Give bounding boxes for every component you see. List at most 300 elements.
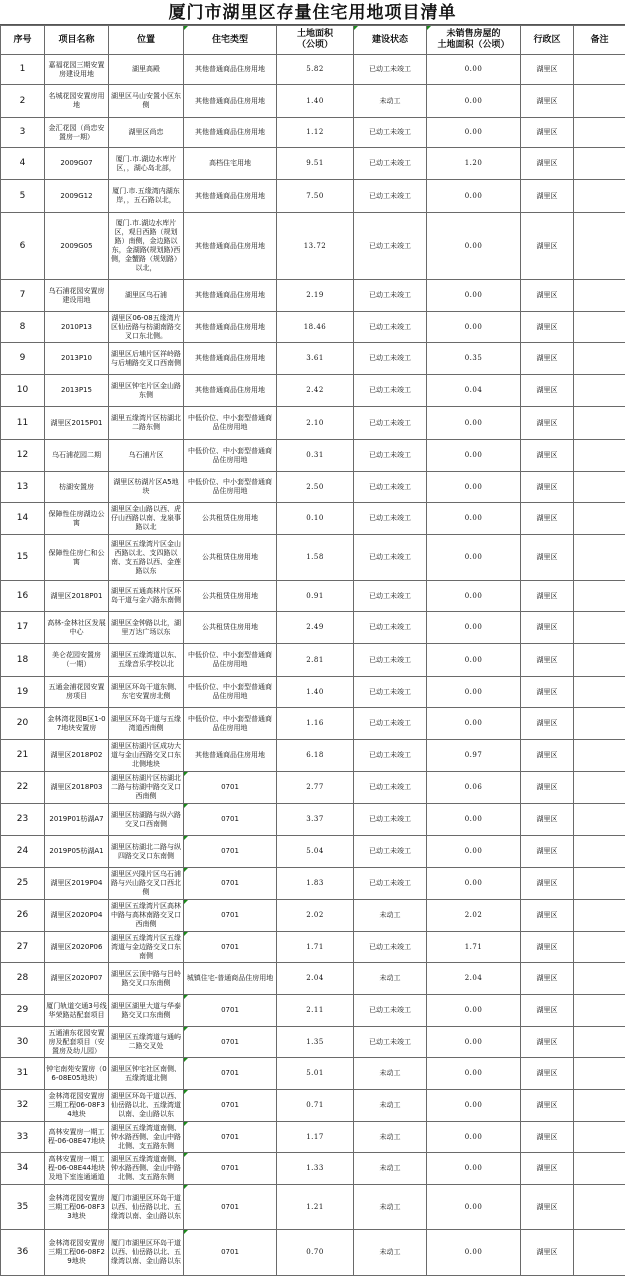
- cell-unsold-area[interactable]: 0.00: [427, 644, 521, 677]
- cell-construction-status[interactable]: 已动工未竣工: [354, 932, 427, 963]
- cell-district[interactable]: 湖里区: [521, 535, 574, 581]
- cell-seq[interactable]: 2: [1, 85, 45, 118]
- cell-construction-status[interactable]: 已动工未竣工: [354, 1027, 427, 1058]
- cell-unsold-area[interactable]: 2.04: [427, 963, 521, 995]
- cell-note[interactable]: [574, 868, 625, 900]
- cell-location[interactable]: 湖里区环岛干道东侧、东宅安置房北侧: [109, 677, 184, 708]
- cell-location[interactable]: 湖里区枋湖片区成功大道与金山西路交叉口东北侧地块: [109, 740, 184, 772]
- cell-district[interactable]: 湖里区: [521, 1230, 574, 1276]
- cell-unsold-area[interactable]: 2.02: [427, 900, 521, 932]
- cell-seq[interactable]: 6: [1, 213, 45, 280]
- cell-land-area[interactable]: 1.33: [277, 1153, 354, 1185]
- cell-housing-type[interactable]: 其他普通商品住房用地: [184, 280, 277, 312]
- cell-note[interactable]: [574, 407, 625, 440]
- cell-note[interactable]: [574, 1027, 625, 1058]
- header-unsold-area[interactable]: [427, 26, 521, 55]
- cell-location[interactable]: 厦门.市.五缘湾内湖东岸，，五石路以北，: [109, 180, 184, 213]
- cell-land-area[interactable]: 3.61: [277, 343, 354, 375]
- cell-land-area[interactable]: 1.16: [277, 708, 354, 740]
- cell-housing-type[interactable]: 中低价位、中小套型普通商品住房用地: [184, 677, 277, 708]
- cell-location[interactable]: 湖里区五缘湾片区金山西路以北、支四路以南、支五路以西、金莲路以东: [109, 535, 184, 581]
- cell-district[interactable]: 湖里区: [521, 804, 574, 836]
- cell-district[interactable]: 湖里区: [521, 1185, 574, 1230]
- cell-seq[interactable]: 12: [1, 440, 45, 472]
- cell-seq[interactable]: 8: [1, 312, 45, 343]
- cell-location[interactable]: 湖里区乌石浦: [109, 280, 184, 312]
- cell-land-area[interactable]: 18.46: [277, 312, 354, 343]
- cell-district[interactable]: 湖里区: [521, 740, 574, 772]
- cell-location[interactable]: 湖里五缘湾片区枋湖北二路东侧: [109, 407, 184, 440]
- cell-district[interactable]: 湖里区: [521, 85, 574, 118]
- cell-housing-type[interactable]: 公共租赁住房用地: [184, 612, 277, 644]
- cell-location[interactable]: 湖里高殿: [109, 55, 184, 85]
- cell-note[interactable]: [574, 612, 625, 644]
- header-land-area[interactable]: [277, 26, 354, 55]
- cell-seq[interactable]: 29: [1, 995, 45, 1027]
- cell-location[interactable]: 湖里区尚忠: [109, 118, 184, 148]
- cell-project-name[interactable]: 湖里区2018P02: [45, 740, 109, 772]
- cell-unsold-area[interactable]: 0.97: [427, 740, 521, 772]
- cell-location[interactable]: 厦门.市.湖边水库片区，观日西路（规划路）南侧，金边路以东，金湖路(规划路)西侧，金蟹路（规划路）以北，: [109, 213, 184, 280]
- cell-seq[interactable]: 24: [1, 836, 45, 868]
- cell-unsold-area[interactable]: 0.00: [427, 1185, 521, 1230]
- cell-project-name[interactable]: 乌石浦花园安置房建设用地: [45, 280, 109, 312]
- cell-unsold-area[interactable]: 0.00: [427, 581, 521, 612]
- cell-construction-status[interactable]: 已动工未竣工: [354, 995, 427, 1027]
- cell-seq[interactable]: 18: [1, 644, 45, 677]
- cell-unsold-area[interactable]: 0.00: [427, 1058, 521, 1090]
- cell-construction-status[interactable]: 已动工未竣工: [354, 440, 427, 472]
- cell-note[interactable]: [574, 1122, 625, 1153]
- cell-construction-status[interactable]: 已动工未竣工: [354, 804, 427, 836]
- cell-district[interactable]: 湖里区: [521, 148, 574, 180]
- cell-land-area[interactable]: 0.10: [277, 503, 354, 535]
- cell-seq[interactable]: 34: [1, 1153, 45, 1185]
- cell-project-name[interactable]: 2009G05: [45, 213, 109, 280]
- cell-note[interactable]: [574, 535, 625, 581]
- cell-seq[interactable]: 25: [1, 868, 45, 900]
- cell-location[interactable]: 湖里区五缘湾片区五缘湾道与金边路交叉口东南侧: [109, 932, 184, 963]
- cell-project-name[interactable]: 金林湾花园安置房三期工程06-08F29地块: [45, 1230, 109, 1276]
- cell-district[interactable]: 湖里区: [521, 1122, 574, 1153]
- cell-seq[interactable]: 5: [1, 180, 45, 213]
- cell-unsold-area[interactable]: 0.00: [427, 612, 521, 644]
- cell-construction-status[interactable]: 已动工未竣工: [354, 343, 427, 375]
- cell-note[interactable]: [574, 932, 625, 963]
- cell-project-name[interactable]: 钟宅南苑安置房（06-08E05地块）: [45, 1058, 109, 1090]
- cell-housing-type[interactable]: 其他普通商品住房用地: [184, 213, 277, 280]
- cell-district[interactable]: 湖里区: [521, 343, 574, 375]
- cell-project-name[interactable]: 湖里区2018P01: [45, 581, 109, 612]
- header-project-name[interactable]: 项目名称: [45, 26, 109, 55]
- cell-construction-status[interactable]: 未动工: [354, 1185, 427, 1230]
- cell-seq[interactable]: 36: [1, 1230, 45, 1276]
- cell-district[interactable]: 湖里区: [521, 677, 574, 708]
- cell-housing-type[interactable]: 中低价位、中小套型普通商品住房用地: [184, 440, 277, 472]
- cell-land-area[interactable]: 2.42: [277, 375, 354, 407]
- cell-unsold-area[interactable]: 0.00: [427, 1027, 521, 1058]
- cell-unsold-area[interactable]: 0.00: [427, 213, 521, 280]
- cell-unsold-area[interactable]: 1.71: [427, 932, 521, 963]
- cell-housing-type[interactable]: 其他普通商品住房用地: [184, 343, 277, 375]
- cell-housing-type[interactable]: 高档住宅用地: [184, 148, 277, 180]
- cell-note[interactable]: [574, 708, 625, 740]
- cell-location[interactable]: 厦门市湖里区环岛干道以西、仙岳路以北、五缘湾以南、金山路以东: [109, 1185, 184, 1230]
- cell-construction-status[interactable]: 已动工未竣工: [354, 612, 427, 644]
- cell-unsold-area[interactable]: 1.20: [427, 148, 521, 180]
- cell-project-name[interactable]: 2009G12: [45, 180, 109, 213]
- cell-construction-status[interactable]: 未动工: [354, 1090, 427, 1122]
- cell-land-area[interactable]: 2.02: [277, 900, 354, 932]
- cell-note[interactable]: [574, 1058, 625, 1090]
- header-construction-status[interactable]: 建设状态: [354, 26, 427, 55]
- cell-construction-status[interactable]: 未动工: [354, 963, 427, 995]
- cell-land-area[interactable]: 0.70: [277, 1230, 354, 1276]
- cell-housing-type[interactable]: 公共租赁住房用地: [184, 581, 277, 612]
- cell-construction-status[interactable]: 已动工未竣工: [354, 836, 427, 868]
- cell-unsold-area[interactable]: 0.00: [427, 280, 521, 312]
- cell-district[interactable]: 湖里区: [521, 213, 574, 280]
- cell-housing-type[interactable]: 0701: [184, 1090, 277, 1122]
- cell-seq[interactable]: 23: [1, 804, 45, 836]
- cell-housing-type[interactable]: 0701: [184, 1122, 277, 1153]
- cell-land-area[interactable]: 2.81: [277, 644, 354, 677]
- cell-unsold-area[interactable]: 0.00: [427, 85, 521, 118]
- cell-location[interactable]: 乌石浦片区: [109, 440, 184, 472]
- cell-note[interactable]: [574, 375, 625, 407]
- cell-note[interactable]: [574, 472, 625, 503]
- cell-seq[interactable]: 13: [1, 472, 45, 503]
- cell-note[interactable]: [574, 312, 625, 343]
- cell-seq[interactable]: 35: [1, 1185, 45, 1230]
- cell-land-area[interactable]: 5.82: [277, 55, 354, 85]
- cell-district[interactable]: 湖里区: [521, 312, 574, 343]
- cell-land-area[interactable]: 1.21: [277, 1185, 354, 1230]
- cell-district[interactable]: 湖里区: [521, 472, 574, 503]
- cell-project-name[interactable]: 湖里区2020P04: [45, 900, 109, 932]
- cell-district[interactable]: 湖里区: [521, 868, 574, 900]
- cell-seq[interactable]: 9: [1, 343, 45, 375]
- cell-project-name[interactable]: 保障性住房湖边公寓: [45, 503, 109, 535]
- cell-project-name[interactable]: 高林安置房一期工程-06-08E44地块及地下室连通通道: [45, 1153, 109, 1185]
- cell-location[interactable]: 湖里区后埔片区祥岭路与后埔路交叉口西南侧: [109, 343, 184, 375]
- cell-unsold-area[interactable]: 0.00: [427, 1122, 521, 1153]
- cell-location[interactable]: 湖里区枋湖路与纵六路交叉口西南侧: [109, 804, 184, 836]
- cell-housing-type[interactable]: 0701: [184, 1153, 277, 1185]
- cell-land-area[interactable]: 2.49: [277, 612, 354, 644]
- cell-project-name[interactable]: 2013P10: [45, 343, 109, 375]
- cell-seq[interactable]: 33: [1, 1122, 45, 1153]
- cell-note[interactable]: [574, 440, 625, 472]
- cell-project-name[interactable]: 湖里区2019P04: [45, 868, 109, 900]
- cell-district[interactable]: 湖里区: [521, 1027, 574, 1058]
- cell-location[interactable]: 湖里区五缘湾片区高林中路与高林南路交叉口西南侧: [109, 900, 184, 932]
- cell-location[interactable]: 湖里区五通高林片区环岛干道与金六路东南侧: [109, 581, 184, 612]
- cell-project-name[interactable]: 金林湾花园安置房三期工程06-08F33地块: [45, 1185, 109, 1230]
- cell-note[interactable]: [574, 85, 625, 118]
- cell-unsold-area[interactable]: 0.00: [427, 677, 521, 708]
- cell-project-name[interactable]: 湖里区2015P01: [45, 407, 109, 440]
- cell-seq[interactable]: 1: [1, 55, 45, 85]
- cell-district[interactable]: 湖里区: [521, 503, 574, 535]
- cell-construction-status[interactable]: 已动工未竣工: [354, 213, 427, 280]
- cell-district[interactable]: 湖里区: [521, 440, 574, 472]
- cell-unsold-area[interactable]: 0.00: [427, 503, 521, 535]
- cell-housing-type[interactable]: 公共租赁住房用地: [184, 503, 277, 535]
- cell-location[interactable]: 湖里区金山路以西、虎仔山西路以南、龙泉事路以北: [109, 503, 184, 535]
- cell-district[interactable]: 湖里区: [521, 581, 574, 612]
- cell-housing-type[interactable]: 0701: [184, 1230, 277, 1276]
- cell-project-name[interactable]: 五通金浦花园安置房项目: [45, 677, 109, 708]
- cell-note[interactable]: [574, 836, 625, 868]
- cell-seq[interactable]: 27: [1, 932, 45, 963]
- cell-construction-status[interactable]: 已动工未竣工: [354, 740, 427, 772]
- cell-note[interactable]: [574, 581, 625, 612]
- cell-seq[interactable]: 32: [1, 1090, 45, 1122]
- cell-location[interactable]: 厦门.市.湖边水库片区，，湖心岛北部，: [109, 148, 184, 180]
- cell-seq[interactable]: 30: [1, 1027, 45, 1058]
- cell-construction-status[interactable]: 已动工未竣工: [354, 708, 427, 740]
- cell-construction-status[interactable]: 已动工未竣工: [354, 118, 427, 148]
- cell-district[interactable]: 湖里区: [521, 1153, 574, 1185]
- cell-housing-type[interactable]: 其他普通商品住房用地: [184, 740, 277, 772]
- cell-unsold-area[interactable]: 0.00: [427, 180, 521, 213]
- cell-note[interactable]: [574, 213, 625, 280]
- cell-unsold-area[interactable]: 0.00: [427, 804, 521, 836]
- cell-construction-status[interactable]: 已动工未竣工: [354, 868, 427, 900]
- cell-project-name[interactable]: 2019P05枋湖A1: [45, 836, 109, 868]
- cell-seq[interactable]: 14: [1, 503, 45, 535]
- cell-housing-type[interactable]: 其他普通商品住房用地: [184, 375, 277, 407]
- cell-land-area[interactable]: 3.37: [277, 804, 354, 836]
- cell-land-area[interactable]: 6.18: [277, 740, 354, 772]
- cell-housing-type[interactable]: 0701: [184, 868, 277, 900]
- cell-note[interactable]: [574, 180, 625, 213]
- cell-note[interactable]: [574, 55, 625, 85]
- cell-unsold-area[interactable]: 0.00: [427, 1090, 521, 1122]
- cell-construction-status[interactable]: 已动工未竣工: [354, 772, 427, 804]
- cell-district[interactable]: 湖里区: [521, 612, 574, 644]
- cell-housing-type[interactable]: 0701: [184, 1027, 277, 1058]
- cell-note[interactable]: [574, 503, 625, 535]
- cell-location[interactable]: 湖里区云顶中路与吕岭路交叉口东南侧: [109, 963, 184, 995]
- cell-project-name[interactable]: 厦门轨道交通3号线华荣路站配套项目: [45, 995, 109, 1027]
- cell-unsold-area[interactable]: 0.04: [427, 375, 521, 407]
- cell-unsold-area[interactable]: 0.00: [427, 1230, 521, 1276]
- cell-unsold-area[interactable]: 0.35: [427, 343, 521, 375]
- cell-construction-status[interactable]: 已动工未竣工: [354, 148, 427, 180]
- cell-district[interactable]: 湖里区: [521, 836, 574, 868]
- cell-seq[interactable]: 3: [1, 118, 45, 148]
- cell-construction-status[interactable]: 未动工: [354, 85, 427, 118]
- cell-construction-status[interactable]: 已动工未竣工: [354, 407, 427, 440]
- cell-district[interactable]: 湖里区: [521, 280, 574, 312]
- cell-location[interactable]: 湖里区五缘湾道与通屿二路交叉处: [109, 1027, 184, 1058]
- cell-project-name[interactable]: 2010P13: [45, 312, 109, 343]
- cell-project-name[interactable]: 2009G07: [45, 148, 109, 180]
- cell-project-name[interactable]: 保障性住房仁和公寓: [45, 535, 109, 581]
- cell-location[interactable]: 湖里区枋湖片区A5地块: [109, 472, 184, 503]
- cell-construction-status[interactable]: 已动工未竣工: [354, 280, 427, 312]
- cell-construction-status[interactable]: 未动工: [354, 1058, 427, 1090]
- cell-seq[interactable]: 28: [1, 963, 45, 995]
- cell-land-area[interactable]: 5.01: [277, 1058, 354, 1090]
- cell-project-name[interactable]: 高林-金林社区发展中心: [45, 612, 109, 644]
- cell-housing-type[interactable]: 0701: [184, 772, 277, 804]
- cell-housing-type[interactable]: 中低价位、中小套型普通商品住房用地: [184, 644, 277, 677]
- cell-note[interactable]: [574, 1153, 625, 1185]
- cell-housing-type[interactable]: 其他普通商品住房用地: [184, 312, 277, 343]
- header-district[interactable]: 行政区: [521, 26, 574, 55]
- cell-district[interactable]: 湖里区: [521, 995, 574, 1027]
- cell-district[interactable]: 湖里区: [521, 932, 574, 963]
- cell-seq[interactable]: 31: [1, 1058, 45, 1090]
- cell-housing-type[interactable]: 0701: [184, 932, 277, 963]
- cell-note[interactable]: [574, 995, 625, 1027]
- cell-seq[interactable]: 11: [1, 407, 45, 440]
- cell-location[interactable]: 湖里区五缘湾道以东、五缘音乐学校以北: [109, 644, 184, 677]
- cell-housing-type[interactable]: 中低价位、中小套型普通商品住房用地: [184, 472, 277, 503]
- cell-land-area[interactable]: 1.40: [277, 85, 354, 118]
- cell-unsold-area[interactable]: 0.00: [427, 118, 521, 148]
- header-housing-type[interactable]: 住宅类型: [184, 26, 277, 55]
- cell-note[interactable]: [574, 963, 625, 995]
- cell-land-area[interactable]: 2.19: [277, 280, 354, 312]
- cell-location[interactable]: 湖里区五缘湾道南侧、钟水路西侧、金山中路北侧、支五路东侧: [109, 1122, 184, 1153]
- cell-note[interactable]: [574, 644, 625, 677]
- cell-seq[interactable]: 21: [1, 740, 45, 772]
- cell-housing-type[interactable]: 中低价位、中小套型普通商品住房用地: [184, 407, 277, 440]
- cell-project-name[interactable]: 金林湾花园B区1-07地块安置房: [45, 708, 109, 740]
- cell-seq[interactable]: 10: [1, 375, 45, 407]
- cell-location[interactable]: 湖里区湖里大道与华泰路交叉口东南侧: [109, 995, 184, 1027]
- cell-location[interactable]: 湖里区金钟路以北，湖里万达广场以东: [109, 612, 184, 644]
- cell-land-area[interactable]: 1.58: [277, 535, 354, 581]
- cell-housing-type[interactable]: 公共租赁住房用地: [184, 535, 277, 581]
- cell-land-area[interactable]: 1.12: [277, 118, 354, 148]
- cell-project-name[interactable]: 美仑花园安置房（一期）: [45, 644, 109, 677]
- cell-seq[interactable]: 4: [1, 148, 45, 180]
- cell-unsold-area[interactable]: 0.00: [427, 708, 521, 740]
- cell-unsold-area[interactable]: 0.00: [427, 440, 521, 472]
- cell-construction-status[interactable]: 已动工未竣工: [354, 644, 427, 677]
- cell-project-name[interactable]: 湖里区2020P06: [45, 932, 109, 963]
- cell-district[interactable]: 湖里区: [521, 55, 574, 85]
- cell-housing-type[interactable]: 其他普通商品住房用地: [184, 55, 277, 85]
- cell-seq[interactable]: 19: [1, 677, 45, 708]
- cell-unsold-area[interactable]: 0.00: [427, 868, 521, 900]
- cell-land-area[interactable]: 7.50: [277, 180, 354, 213]
- cell-project-name[interactable]: 金汇花园（尚忠安置房一期）: [45, 118, 109, 148]
- cell-land-area[interactable]: 1.35: [277, 1027, 354, 1058]
- cell-unsold-area[interactable]: 0.00: [427, 535, 521, 581]
- cell-land-area[interactable]: 2.04: [277, 963, 354, 995]
- cell-construction-status[interactable]: 已动工未竣工: [354, 503, 427, 535]
- cell-note[interactable]: [574, 677, 625, 708]
- cell-project-name[interactable]: 高林安置房一期工程-06-08E47地块: [45, 1122, 109, 1153]
- cell-note[interactable]: [574, 1230, 625, 1276]
- cell-district[interactable]: 湖里区: [521, 1058, 574, 1090]
- cell-unsold-area[interactable]: 0.00: [427, 472, 521, 503]
- cell-seq[interactable]: 17: [1, 612, 45, 644]
- cell-land-area[interactable]: 2.50: [277, 472, 354, 503]
- cell-seq[interactable]: 22: [1, 772, 45, 804]
- cell-unsold-area[interactable]: 0.06: [427, 772, 521, 804]
- cell-location[interactable]: 湖里区五缘湾道南侧、钟水路西侧、金山中路北侧、支五路东侧: [109, 1153, 184, 1185]
- cell-construction-status[interactable]: 已动工未竣工: [354, 312, 427, 343]
- cell-note[interactable]: [574, 118, 625, 148]
- cell-district[interactable]: 湖里区: [521, 963, 574, 995]
- cell-housing-type[interactable]: 中低价位、中小套型普通商品住房用地: [184, 708, 277, 740]
- cell-location[interactable]: 湖里区钟宅片区金山路东侧: [109, 375, 184, 407]
- cell-location[interactable]: 湖里区马山安置小区东侧: [109, 85, 184, 118]
- cell-district[interactable]: 湖里区: [521, 375, 574, 407]
- cell-construction-status[interactable]: 未动工: [354, 1153, 427, 1185]
- cell-project-name[interactable]: 枋湖安置房: [45, 472, 109, 503]
- cell-note[interactable]: [574, 804, 625, 836]
- cell-location[interactable]: 湖里区06-08五缘湾片区仙岳路与枋湖南路交叉口东北侧。: [109, 312, 184, 343]
- cell-housing-type[interactable]: 城镇住宅-普通商品住房用地: [184, 963, 277, 995]
- cell-construction-status[interactable]: 未动工: [354, 900, 427, 932]
- cell-construction-status[interactable]: 已动工未竣工: [354, 581, 427, 612]
- cell-land-area[interactable]: 1.71: [277, 932, 354, 963]
- header-location[interactable]: 位置: [109, 26, 184, 55]
- cell-housing-type[interactable]: 其他普通商品住房用地: [184, 85, 277, 118]
- cell-location[interactable]: 湖里区枋湖北二路与纵四路交叉口东南侧: [109, 836, 184, 868]
- cell-seq[interactable]: 15: [1, 535, 45, 581]
- cell-unsold-area[interactable]: 0.00: [427, 1153, 521, 1185]
- cell-unsold-area[interactable]: 0.00: [427, 312, 521, 343]
- cell-project-name[interactable]: 嘉福花园三期安置房建设用地: [45, 55, 109, 85]
- header-seq[interactable]: 序号: [1, 26, 45, 55]
- cell-unsold-area[interactable]: 0.00: [427, 836, 521, 868]
- cell-note[interactable]: [574, 343, 625, 375]
- cell-construction-status[interactable]: 已动工未竣工: [354, 375, 427, 407]
- cell-note[interactable]: [574, 280, 625, 312]
- cell-project-name[interactable]: 2019P01枋湖A7: [45, 804, 109, 836]
- cell-project-name[interactable]: 金林湾花园安置房三期工程06-08F34地块: [45, 1090, 109, 1122]
- cell-land-area[interactable]: 2.77: [277, 772, 354, 804]
- cell-note[interactable]: [574, 1090, 625, 1122]
- cell-construction-status[interactable]: 已动工未竣工: [354, 55, 427, 85]
- cell-district[interactable]: 湖里区: [521, 644, 574, 677]
- cell-construction-status[interactable]: 未动工: [354, 1230, 427, 1276]
- cell-housing-type[interactable]: 其他普通商品住房用地: [184, 180, 277, 213]
- cell-housing-type[interactable]: 0701: [184, 836, 277, 868]
- cell-note[interactable]: [574, 772, 625, 804]
- cell-project-name[interactable]: 五通浦东花园安置房及配套项目（安置房及幼儿园）: [45, 1027, 109, 1058]
- cell-note[interactable]: [574, 1185, 625, 1230]
- cell-land-area[interactable]: 0.71: [277, 1090, 354, 1122]
- cell-location[interactable]: 湖里区兴隆片区乌石浦路与兴山路交叉口西北侧: [109, 868, 184, 900]
- cell-land-area[interactable]: 9.51: [277, 148, 354, 180]
- cell-unsold-area[interactable]: 0.00: [427, 55, 521, 85]
- cell-land-area[interactable]: 1.83: [277, 868, 354, 900]
- cell-location[interactable]: 厦门市湖里区环岛干道以西、仙岳路以北、五缘湾以南、金山路以东: [109, 1230, 184, 1276]
- cell-location[interactable]: 湖里区环岛干道与五缘湾道西南侧: [109, 708, 184, 740]
- cell-land-area[interactable]: 1.17: [277, 1122, 354, 1153]
- cell-district[interactable]: 湖里区: [521, 772, 574, 804]
- cell-construction-status[interactable]: 已动工未竣工: [354, 472, 427, 503]
- cell-seq[interactable]: 7: [1, 280, 45, 312]
- cell-construction-status[interactable]: 已动工未竣工: [354, 677, 427, 708]
- cell-housing-type[interactable]: 0701: [184, 804, 277, 836]
- cell-note[interactable]: [574, 740, 625, 772]
- cell-location[interactable]: 湖里区枋湖片区枋湖北二路与枋湖中路交叉口西南侧: [109, 772, 184, 804]
- cell-construction-status[interactable]: 未动工: [354, 1122, 427, 1153]
- cell-housing-type[interactable]: 0701: [184, 1058, 277, 1090]
- cell-location[interactable]: 湖里区钟宅社区南侧、五缘湾道北侧: [109, 1058, 184, 1090]
